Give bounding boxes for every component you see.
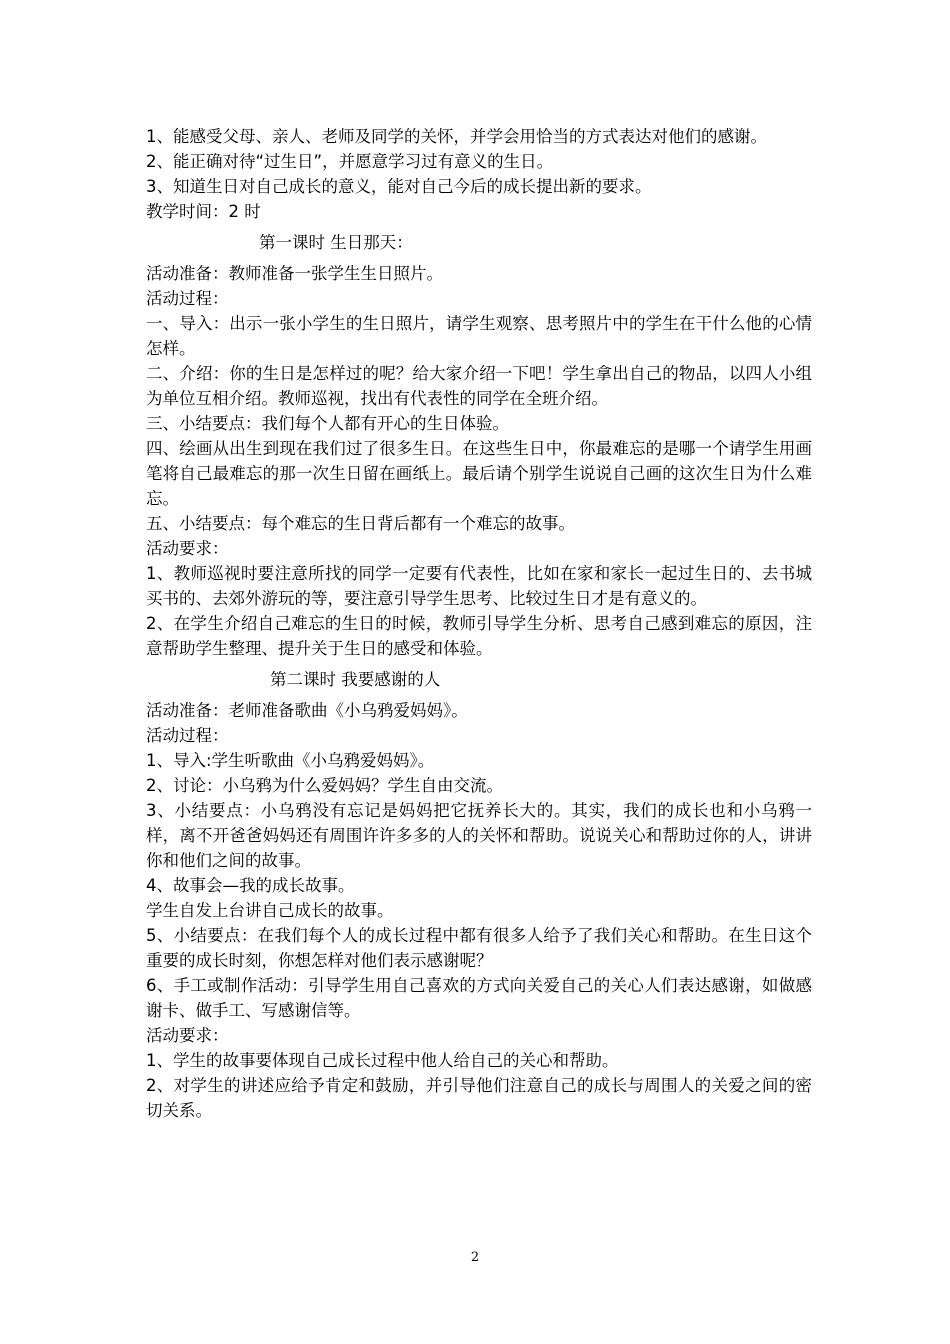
paragraph: 学生自发上台讲自己成长的故事。 bbox=[146, 901, 394, 920]
paragraph: 4、故事会—我的成长故事。 bbox=[146, 876, 355, 895]
paragraph: 活动过程： bbox=[146, 289, 229, 308]
paragraph: 3、小结要点：小乌鸦没有忘记是妈妈把它抚养长大的。其实，我们的成长也和小乌鸦一样，离不开爸爸妈妈还有周围许许多多的人的关怀和帮助。说说关心和帮助过你的人，讲讲你和他们之间的故事。 bbox=[146, 801, 812, 870]
paragraph: 活动准备：教师准备一张学生生日照片。 bbox=[146, 264, 443, 283]
page-body bbox=[146, 124, 812, 1123]
paragraph: 1、教师巡视时要注意所找的同学一定要有代表性，比如在家和家长一起过生日的、去书城买书的、去郊外游玩的等，要注意引导学生思考、比较过生日才是有意义的。 bbox=[146, 564, 812, 608]
paragraph: 一、导入：出示一张小学生的生日照片，请学生观察、思考照片中的学生在干什么他的心情怎样。 bbox=[146, 314, 812, 358]
paragraph: 活动准备：老师准备歌曲《小乌鸦爱妈妈》。 bbox=[146, 701, 468, 720]
objective-1: 1、能感受父母、亲人、老师及同学的关怀，并学会用恰当的方式表达对他们的感谢。 bbox=[146, 127, 767, 146]
paragraph: 四、绘画从出生到现在我们过了很多生日。在这些生日中，你最难忘的是哪一个请学生用画笔将自己最难忘的那一次生日留在画纸上。最后请个别学生说说自己画的这次生日为什么难忘。 bbox=[146, 439, 812, 508]
objective-3: 3、知道生日对自己成长的意义，能对自己今后的成长提出新的要求。 bbox=[146, 177, 652, 196]
lesson-1-title: 第一课时 生日那天： bbox=[259, 233, 413, 252]
paragraph: 三、小结要点：我们每个人都有开心的生日体验。 bbox=[146, 414, 509, 433]
paragraph: 6、手工或制作活动：引导学生用自己喜欢的方式向关爱自己的关心人们表达感谢，如做感谢卡、做手工、写感谢信等。 bbox=[146, 976, 812, 1020]
teaching-time: 教学时间：2 时 bbox=[146, 202, 261, 221]
paragraph: 1、学生的故事要体现自己成长过程中他人给自己的关心和帮助。 bbox=[146, 1051, 619, 1070]
paragraph: 2、在学生介绍自己难忘的生日的时候，教师引导学生分析、思考自己感到难忘的原因，注意帮助学生整理、提升关于生日的感受和体验。 bbox=[146, 614, 812, 658]
paragraph: 活动要求： bbox=[146, 539, 229, 558]
paragraph: 活动过程： bbox=[146, 726, 229, 745]
intro-section bbox=[146, 124, 812, 224]
lesson-2-title: 第二课时 我要感谢的人 bbox=[270, 670, 441, 689]
paragraph: 2、对学生的讲述应给予肯定和鼓励，并引导他们注意自己的成长与周围人的关爱之间的密切关系。 bbox=[146, 1076, 812, 1120]
page-number: 2 bbox=[470, 1250, 480, 1265]
paragraph: 5、小结要点：在我们每个人的成长过程中都有很多人给予了我们关心和帮助。在生日这个重要的成长时刻，你想怎样对他们表示感谢呢？ bbox=[146, 926, 812, 970]
lesson-2-section bbox=[146, 698, 812, 1123]
paragraph: 活动要求： bbox=[146, 1026, 229, 1045]
paragraph: 五、小结要点：每个难忘的生日背后都有一个难忘的故事。 bbox=[146, 514, 575, 533]
paragraph: 2、讨论：小乌鸦为什么爱妈妈？学生自由交流。 bbox=[146, 776, 503, 795]
paragraph: 二、介绍：你的生日是怎样过的呢？给大家介绍一下吧！学生拿出自己的物品，以四人小组为单位互相介绍。教师巡视，找出有代表性的同学在全班介绍。 bbox=[146, 364, 812, 408]
objective-2: 2、能正确对待“过生日”，并愿意学习过有意义的生日。 bbox=[146, 152, 554, 171]
paragraph: 1、导入:学生听歌曲《小乌鸦爱妈妈》。 bbox=[146, 751, 435, 770]
lesson-1-section bbox=[146, 261, 812, 661]
